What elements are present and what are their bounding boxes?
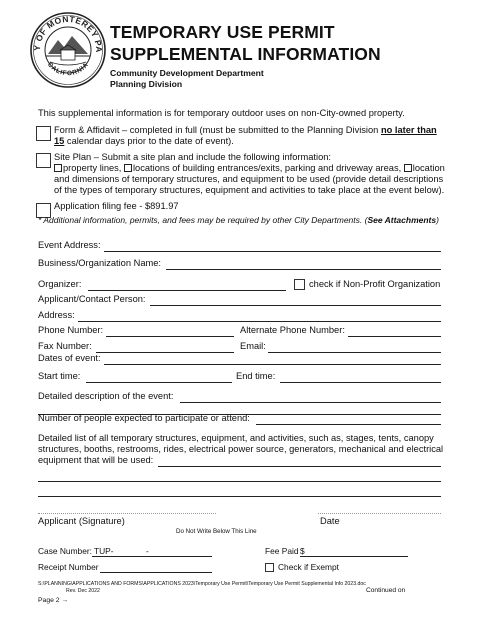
date-line[interactable] xyxy=(318,513,441,514)
fax-field[interactable] xyxy=(96,352,234,353)
alt-phone-label: Alternate Phone Number: xyxy=(240,325,345,335)
event-description-field[interactable] xyxy=(180,402,441,403)
form-affidavit-checkbox[interactable] xyxy=(36,126,51,141)
intro-text: This supplemental information is for temporary outdoor uses on non-City-owned property. xyxy=(38,108,405,118)
fee-paid-currency: $ xyxy=(300,546,305,556)
date-label: Date xyxy=(320,516,340,526)
detailed-list-label-2: structures, booths, restrooms, rides, electrical power source, generators, mechanical and electrical xyxy=(38,444,444,454)
svg-text:CITY OF MONTEREY PARK: Y OF MONTEREY PA xyxy=(31,13,105,53)
signature-label: Applicant (Signature) xyxy=(38,516,125,526)
dates-label: Dates of event: xyxy=(38,353,101,363)
detailed-list-line-3[interactable] xyxy=(38,496,441,497)
form-title-line2: SUPPLEMENTAL INFORMATION xyxy=(110,44,381,64)
fee-paid-field[interactable] xyxy=(300,556,408,557)
event-address-field[interactable] xyxy=(104,251,441,252)
attendance-label: Number of people expected to participate or attend: xyxy=(38,413,250,423)
detailed-list-field[interactable] xyxy=(158,466,441,467)
structures-location-checkbox[interactable] xyxy=(404,164,412,172)
site-plan-detail-2: of the types of temporary structures, equipment and activities to take place at the event below). xyxy=(54,185,445,195)
phone-field[interactable] xyxy=(106,336,234,337)
revision-date: Rev. Dec 2022 xyxy=(66,588,100,594)
fee-paid-label: Fee Paid xyxy=(265,546,299,556)
site-plan-detail-1: and dimensions of temporary structures, and equipment to be used (provide detail descriptions xyxy=(54,174,444,184)
case-number-dash: - xyxy=(146,546,149,556)
svg-text:CALIFORNIA: CALIFORNIA xyxy=(45,61,91,78)
site-plan-checkbox[interactable] xyxy=(36,153,51,168)
form-affidavit-text: Form & Affidavit – completed in full (must be submitted to the Planning Division no later than xyxy=(54,125,437,135)
case-number-label: Case Number: xyxy=(38,546,92,556)
case-number-prefix: TUP- xyxy=(94,546,114,556)
organizer-label: Organizer: xyxy=(38,279,82,289)
continued-on-note: Continued on xyxy=(366,587,406,594)
email-field[interactable] xyxy=(268,352,441,353)
applicant-contact-field[interactable] xyxy=(150,305,441,306)
business-name-field[interactable] xyxy=(166,269,441,270)
address-field[interactable] xyxy=(78,321,441,322)
additional-info-note: * Additional information, permits, and fees may be required by other City Departments. (See Attachments) xyxy=(38,215,439,225)
end-time-label: End time: xyxy=(236,371,276,381)
email-label: Email: xyxy=(240,341,266,351)
page-indicator: Page 2 → xyxy=(38,597,69,604)
organizer-field[interactable] xyxy=(88,290,286,291)
form-title-line1: TEMPORARY USE PERMIT xyxy=(110,22,335,42)
filing-fee-text: Application filing fee - $891.97 xyxy=(54,201,179,211)
signature-line[interactable] xyxy=(38,513,216,514)
business-name-label: Business/Organization Name: xyxy=(38,258,161,268)
do-not-write-notice: Do Not Write Below This Line xyxy=(176,528,257,535)
alt-phone-field[interactable] xyxy=(348,336,441,337)
end-time-field[interactable] xyxy=(280,382,441,383)
division-name: Planning Division xyxy=(110,79,183,89)
nonprofit-checkbox[interactable] xyxy=(294,279,305,290)
start-time-field[interactable] xyxy=(86,382,232,383)
form-affidavit-text-cont: 15 calendar days prior to the date of event). xyxy=(54,136,234,146)
detailed-list-line-2[interactable] xyxy=(38,481,441,482)
event-address-label: Event Address: xyxy=(38,240,101,250)
site-plan-heading: Site Plan – Submit a site plan and include the following information: xyxy=(54,152,332,162)
nonprofit-label: check if Non-Profit Organization xyxy=(309,279,441,289)
exempt-label: Check if Exempt xyxy=(278,562,339,572)
building-entrances-checkbox[interactable] xyxy=(124,164,132,172)
department-name: Community Development Department xyxy=(110,68,264,78)
phone-label: Phone Number: xyxy=(38,325,104,335)
city-seal-logo xyxy=(28,10,108,90)
dates-field[interactable] xyxy=(104,364,441,365)
attendance-field[interactable] xyxy=(256,424,441,425)
site-plan-options: property lines, locations of building entrances/exits, parking and driveway areas, location xyxy=(54,163,445,175)
exempt-checkbox[interactable] xyxy=(265,563,274,572)
applicant-contact-label: Applicant/Contact Person: xyxy=(38,294,146,304)
property-lines-checkbox[interactable] xyxy=(54,164,62,172)
detailed-list-label-1: Detailed list of all temporary structures, equipment, and activities, such as, stages, tents, canopy xyxy=(38,433,434,443)
file-path: S:\PLANNING\APPLICATIONS AND FORMS\APPLICATIONS 2023\Temporary Use Permit\Temporary Use Permit Supplemental Info 2023.doc xyxy=(38,581,366,587)
detailed-list-label-3: equipment that will be used: xyxy=(38,455,154,465)
case-number-field[interactable] xyxy=(92,556,212,557)
address-label: Address: xyxy=(38,310,75,320)
event-description-label: Detailed description of the event: xyxy=(38,391,174,401)
receipt-number-label: Receipt Number xyxy=(38,562,99,572)
receipt-number-field[interactable] xyxy=(100,572,212,573)
fax-label: Fax Number: xyxy=(38,341,92,351)
start-time-label: Start time: xyxy=(38,371,81,381)
